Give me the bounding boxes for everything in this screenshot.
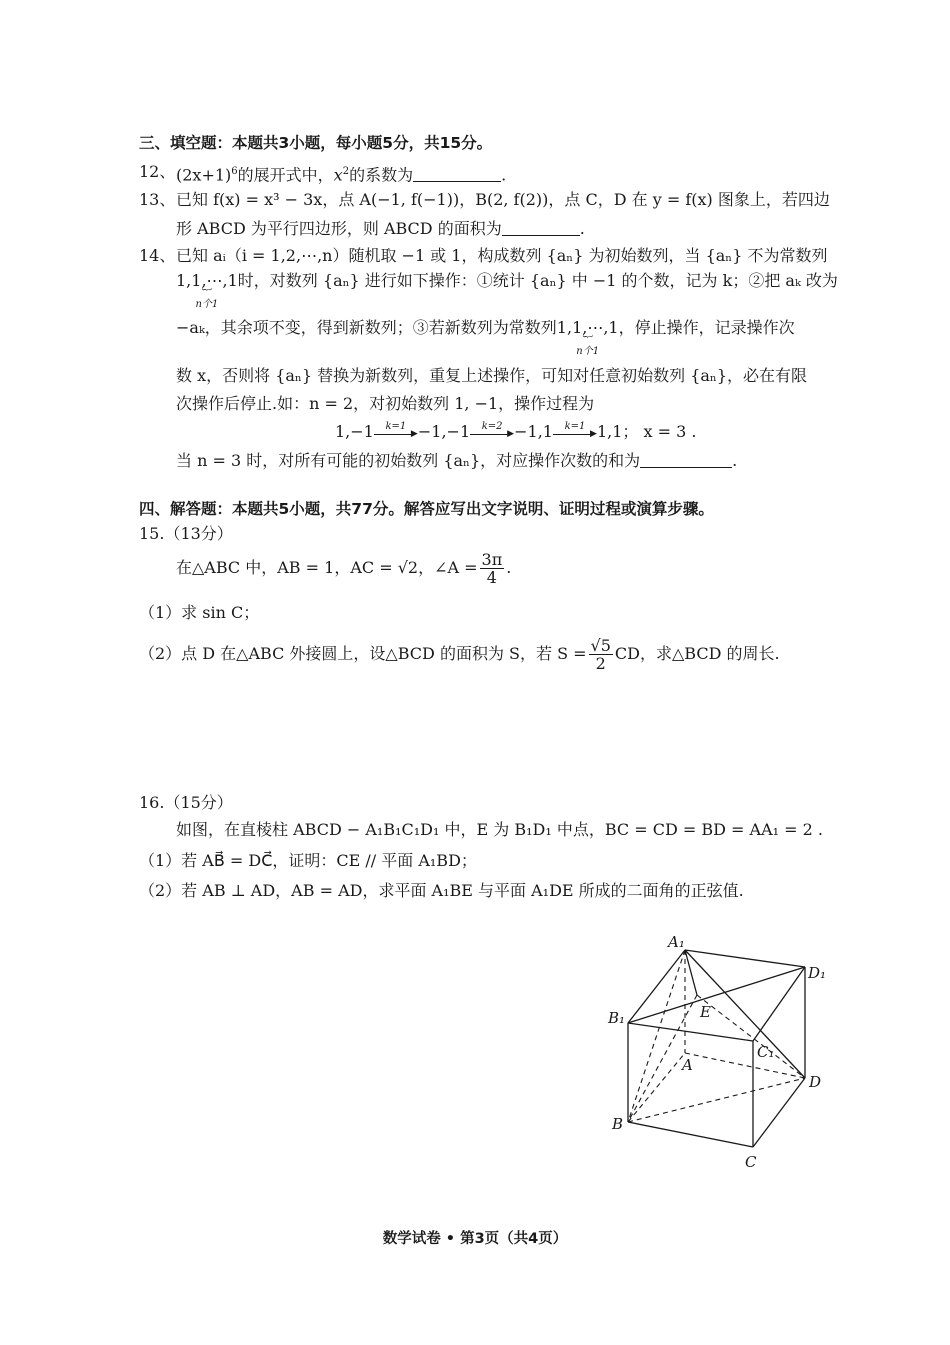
q13-answer-blank[interactable]	[502, 219, 580, 236]
q14-number: 14、	[139, 246, 176, 265]
edge-a1d1	[685, 950, 805, 967]
label-e: E	[700, 1003, 711, 1021]
prism-figure	[600, 925, 840, 1175]
label-d: D	[809, 1073, 822, 1091]
q15-part1: （1）求 sin C；	[139, 603, 260, 622]
label-c1: C₁	[757, 1043, 775, 1061]
q15-number: 15.（13分）	[139, 524, 233, 543]
label-c: C	[745, 1153, 757, 1171]
q13-line2: 形 ABCD 为平行四边形，则 ABCD 的面积为 .	[176, 219, 585, 238]
edge-b1c1	[628, 1023, 753, 1041]
q16-part2: （2）若 AB ⊥ AD，AB = AD，求平面 A₁BE 与平面 A₁DE 所成的二面角的正弦值.	[139, 881, 744, 900]
hidden-ad	[685, 1053, 805, 1078]
constant-sequence-brace: 1,1,⋯,1 ︸ n个1	[176, 271, 238, 310]
q14-line3: −aₖ，其余项不变，得到新数列；③若新数列为常数列1,1,⋯,1 ︸ n个1 ，停止操作，记录操作次	[176, 318, 795, 357]
section3-heading: 三、填空题：本题共3小题，每小题5分，共15分。	[139, 134, 493, 152]
diag-b1d1	[628, 967, 805, 1023]
label-a1: A₁	[668, 933, 685, 951]
q13-number: 13、	[139, 190, 176, 209]
q14-line4: 数 x，否则将 {aₙ} 替换为新数列，重复上述操作，可知对任意初始数列 {aₙ}，必在有限	[176, 366, 808, 385]
q15-stem: 在△ABC 中，AB = 1，AC = √2，∠A = $\frac{3\pi}{4}$ .	[176, 550, 512, 587]
q12-number: 12、	[139, 162, 176, 181]
constant-sequence-brace-2: 1,1,⋯,1 ︸ n个1	[556, 318, 619, 357]
q14-line7: 当 n = 3 时，对所有可能的初始数列 {aₙ}，对应操作次数的和为 .	[176, 451, 738, 470]
q16-part1: （1）若 AB⃗ = DC⃗，证明：CE // 平面 A₁BD；	[139, 851, 477, 870]
label-d1: D₁	[808, 964, 827, 982]
q12-answer-blank[interactable]	[413, 165, 501, 182]
edge-c1d1	[753, 967, 805, 1041]
edge-bc	[628, 1122, 753, 1147]
q15-part2: （2）点 D 在△ABC 外接圆上，设△BCD 的面积为 S，若 S = $\frac{√5}{2}$ CD，求△BCD 的周长.	[139, 636, 780, 673]
q14-answer-blank[interactable]	[640, 451, 732, 468]
label-b1: B₁	[608, 1009, 626, 1027]
hidden-bd	[628, 1078, 805, 1122]
section4-heading: 四、解答题：本题共5小题，共77分。解答应写出文字说明、证明过程或演算步骤。	[139, 500, 714, 518]
q14-line5: 次操作后停止.如：n = 2，对初始数列 1, −1，操作过程为	[176, 394, 595, 413]
arrow-k2: k=2 ▶	[470, 422, 514, 442]
arrow-k1-b: k=1 ▶	[553, 422, 597, 442]
q16-number: 16.（15分）	[139, 793, 233, 812]
q14-line2: 1,1,⋯,1 ︸ n个1 时，对数列 {aₙ} 进行如下操作：①统计 {aₙ} 中 −1 的个数，记为 k；②把 aₖ 改为	[176, 271, 838, 310]
q12-text: $(2x+1)^6$的展开式中，$x^2$的系数为 .	[176, 165, 507, 185]
hidden-a1b	[628, 950, 685, 1122]
q14-line1: 已知 aᵢ（i = 1,2,⋯,n）随机取 −1 或 1，构成数列 {aₙ} 为初始数列，当 {aₙ} 不为常数列	[176, 246, 828, 265]
label-b: B	[612, 1115, 624, 1133]
label-a: A	[682, 1056, 693, 1074]
q14-operation-chain: 1,−1 k=1 ▶ −1,−1 k=2 ▶ −1,1 k=1 ▶ 1,1； x = 3 .	[335, 421, 697, 441]
page-footer: 数学试卷 • 第3页（共4页）	[382, 1231, 568, 1247]
edge-a1b1	[628, 950, 685, 1023]
q13-line1: 已知 f(x) = x³ − 3x，点 A(−1, f(−1))，B(2, f(2))，点 C，D 在 y = f(x) 图象上，若四边	[176, 190, 830, 209]
hidden-ed	[697, 995, 805, 1078]
q16-stem: 如图，在直棱柱 ABCD − A₁B₁C₁D₁ 中，E 为 B₁D₁ 中点，BC = CD = BD = AA₁ = 2 .	[176, 820, 823, 839]
hidden-ab	[628, 1053, 685, 1122]
arrow-k1: k=1 ▶	[374, 422, 418, 442]
edge-cd	[753, 1078, 805, 1147]
